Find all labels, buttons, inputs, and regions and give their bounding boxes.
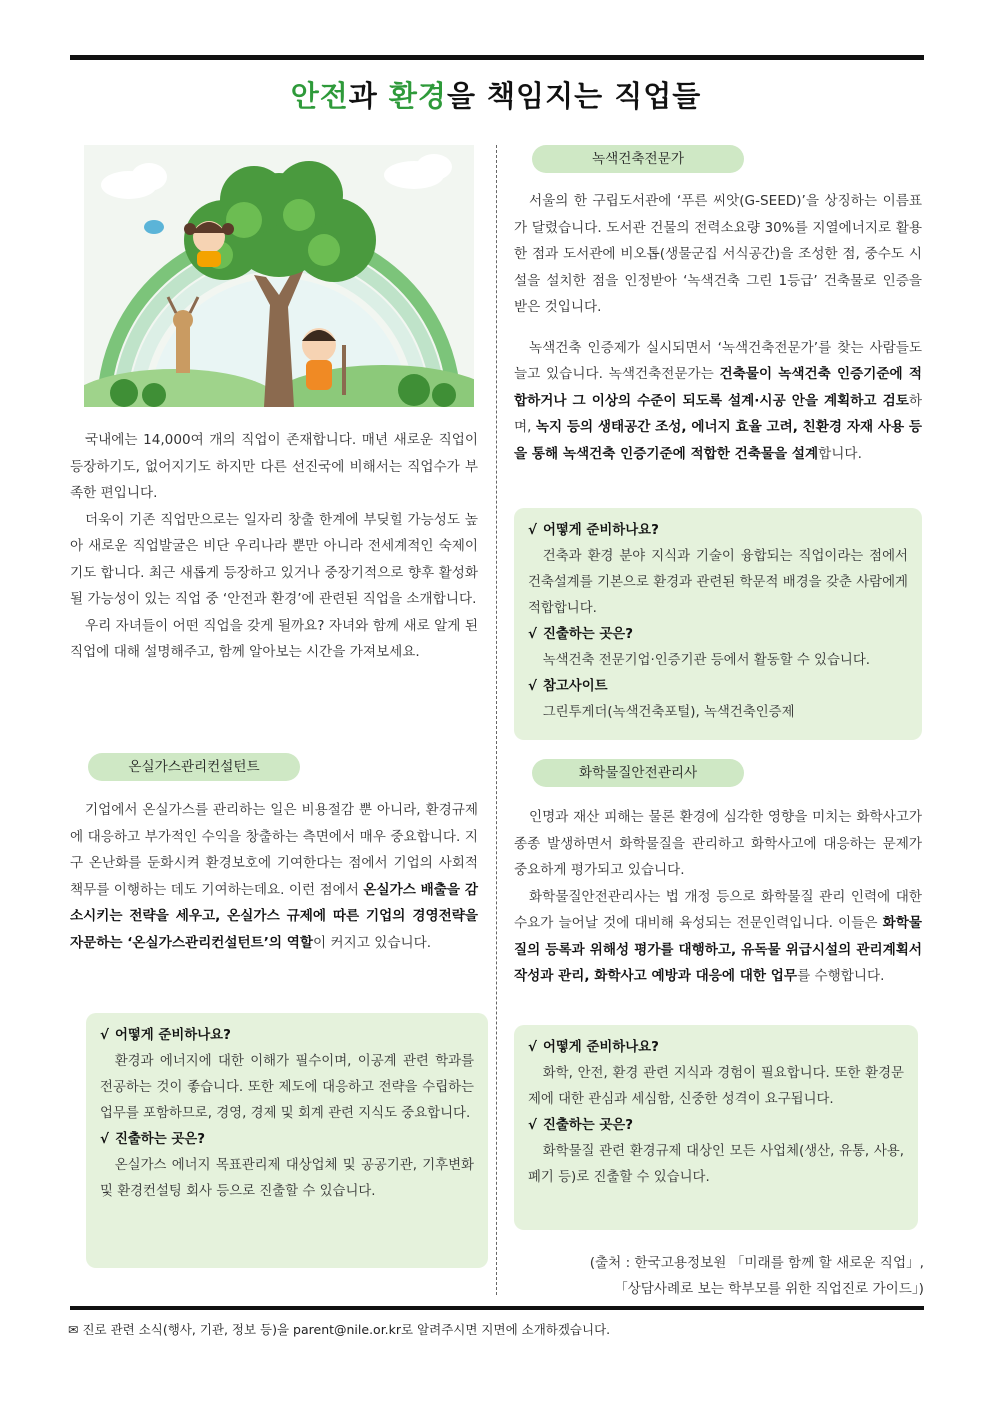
tree-illustration bbox=[84, 145, 474, 407]
box-heading: √ 진출하는 곳은? bbox=[100, 1132, 205, 1147]
page-title: 안전과 환경을 책임지는 직업들 bbox=[290, 79, 702, 113]
green-info-box: √ 어떻게 준비하나요? 건축과 환경 분야 지식과 기술이 융합되는 직업이라는 점에서 건축설계를 기본으로 환경과 관련된 학문적 배경을 갖춘 사람에게 적합합니다. √ 진출하는 곳은? 녹색건축 전문기업·인증기관 등에서 활동할 수 있습니다. √ 참고사이트 그린투게더(녹색건축포털), 녹색건축인증제 bbox=[514, 508, 922, 740]
check-icon: √ bbox=[528, 523, 537, 538]
box-heading: √ 진출하는 곳은? bbox=[528, 627, 633, 642]
intro-text bbox=[70, 427, 478, 666]
green-text: 서울의 한 구립도서관에 ‘푸른 씨앗(G-SEED)’을 상징하는 이름표가 달렸습니다. 도서관 건물의 전력소요량 30%를 지열에너지로 활용한 점과 도서관에 비오톱(생물군집 서식공간)을 조성한 점, 중수도 시설을 설치한 점을 인정받아 ‘녹색건축 그린 1등급’ 건축물로 인증을 받은 것입니다. 녹색건축 인증제가 실시되면서 ‘녹색건축전문가’를 찾는 사람들도 늘고 있습니다. 녹색건축전문가는 건축물이 녹색건축 인증기준에 적합하거나 그 이상의 수준이 되도록 설계·시공 안을 계획하고 검토하며, 녹지 등의 생태공간 조성, 에너지 효율 고려, 친환경 자재 사용 등을 통해 녹색건축 인증기준에 적합한 건축물을 설계합니다. bbox=[514, 193, 922, 462]
box-heading: √ 어떻게 준비하나요? bbox=[528, 523, 659, 538]
chem-text: 인명과 재산 피해는 물론 환경에 심각한 영향을 미치는 화학사고가 종종 발생하면서 화학물질을 관리하고 화학사고에 대응하는 문제가 중요하게 평가되고 있습니다. 화학물질안전관리사는 법 개정 등으로 화학물질 관리 인력에 대한 수요가 늘어날 것에 대비해 육성되는 전문인력입니다. 이들은 화학물질의 등록과 위해성 평가를 대행하고, 유독물 위급시설의 관리계획서 작성과 관리, 화학사고 예방과 대응에 대한 업무를 수행합니다. bbox=[514, 809, 922, 984]
section-pill-chemical-safety: 화학물질안전관리사 bbox=[532, 759, 744, 787]
ghg-text: 기업에서 온실가스를 관리하는 일은 비용절감 뿐 아니라, 환경규제에 대응하고 부가적인 수익을 창출하는 측면에서 매우 중요합니다. 지구 온난화를 둔화시켜 환경보호에 기여한다는 점에서 기업의 사회적 책무를 이행하는 데도 기여하는데요. 이런 점에서 온실가스 배출을 감소시키는 전략을 세우고, 온실가스 규제에 따른 기업의 경영전략을 자문하는 ‘온실가스관리컨설턴트’의 역할이 커지고 있습니다. bbox=[70, 802, 478, 951]
check-icon: √ bbox=[100, 1132, 109, 1147]
check-icon: √ bbox=[100, 1028, 109, 1043]
top-rule bbox=[70, 55, 924, 60]
column-divider bbox=[496, 145, 497, 1295]
ghg-info-box: √ 어떻게 준비하나요? 환경과 에너지에 대한 이해가 필수이며, 이공계 관련 학과를 전공하는 것이 좋습니다. 또한 제도에 대응하고 전략을 수립하는 업무를 포함하므로, 경영, 경제 및 회계 관련 지식도 중요합니다. √ 진출하는 곳은? 온실가스 에너지 목표관리제 대상업체 및 공공기관, 기후변화 및 환경컨설팅 회사 등으로 진출할 수 있습니다. bbox=[86, 1013, 488, 1268]
check-icon: √ bbox=[528, 1118, 537, 1133]
check-icon: √ bbox=[528, 627, 537, 642]
intro-paragraph: 더욱이 기존 직업만으로는 일자리 창출 한계에 부딪힐 가능성도 높아 새로운 직업발굴은 비단 우리나라 뿐만 아니라 전세계적인 숙제이기도 합니다. 최근 새롭게 등장하고 있거나 중장기적으로 향후 활성화될 가능성이 있는 직업 중 ‘안전과 환경’에 관련된 직업을 소개합니다. bbox=[70, 511, 478, 607]
footer-notice: ✉ 진로 관련 소식(행사, 기관, 정보 등)을 parent@nile.or.kr로 알려주시면 지면에 소개하겠습니다. bbox=[68, 1322, 611, 1337]
bottom-rule bbox=[70, 1306, 924, 1310]
chem-info-box: √ 어떻게 준비하나요? 화학, 안전, 환경 관련 지식과 경험이 필요합니다. 또한 환경문제에 대한 관심과 세심함, 신중한 성격이 요구됩니다. √ 진출하는 곳은? 화학물질 관련 환경규제 대상인 모든 사업체(생산, 유통, 사용, 폐기 등)로 진출할 수 있습니다. bbox=[514, 1025, 918, 1230]
box-heading: √ 어떻게 준비하나요? bbox=[528, 1040, 659, 1055]
box-heading: √ 어떻게 준비하나요? bbox=[100, 1028, 231, 1043]
check-icon: √ bbox=[528, 1040, 537, 1055]
source-citation: (출처 : 한국고용정보원 「미래를 함께 할 새로운 직업」, 「상담사례로 보는 학부모를 위한 직업진로 가이드」) bbox=[589, 1255, 924, 1297]
box-heading: √ 참고사이트 bbox=[528, 679, 608, 694]
intro-paragraph: 우리 자녀들이 어떤 직업을 갖게 될까요? 자녀와 함께 새로 알게 된 직업에 대해 설명해주고, 함께 알아보는 시간을 가져보세요. bbox=[70, 617, 478, 660]
section-pill-green-building: 녹색건축전문가 bbox=[532, 145, 744, 173]
section-pill-ghg-consultant: 온실가스관리컨설턴트 bbox=[88, 753, 300, 781]
check-icon: √ bbox=[528, 679, 537, 694]
box-heading: √ 진출하는 곳은? bbox=[528, 1118, 633, 1133]
intro-paragraph: 국내에는 14,000여 개의 직업이 존재합니다. 매년 새로운 직업이 등장하기도, 없어지기도 하지만 다른 선진국에 비해서는 직업수가 부족한 편입니다. bbox=[70, 432, 479, 501]
